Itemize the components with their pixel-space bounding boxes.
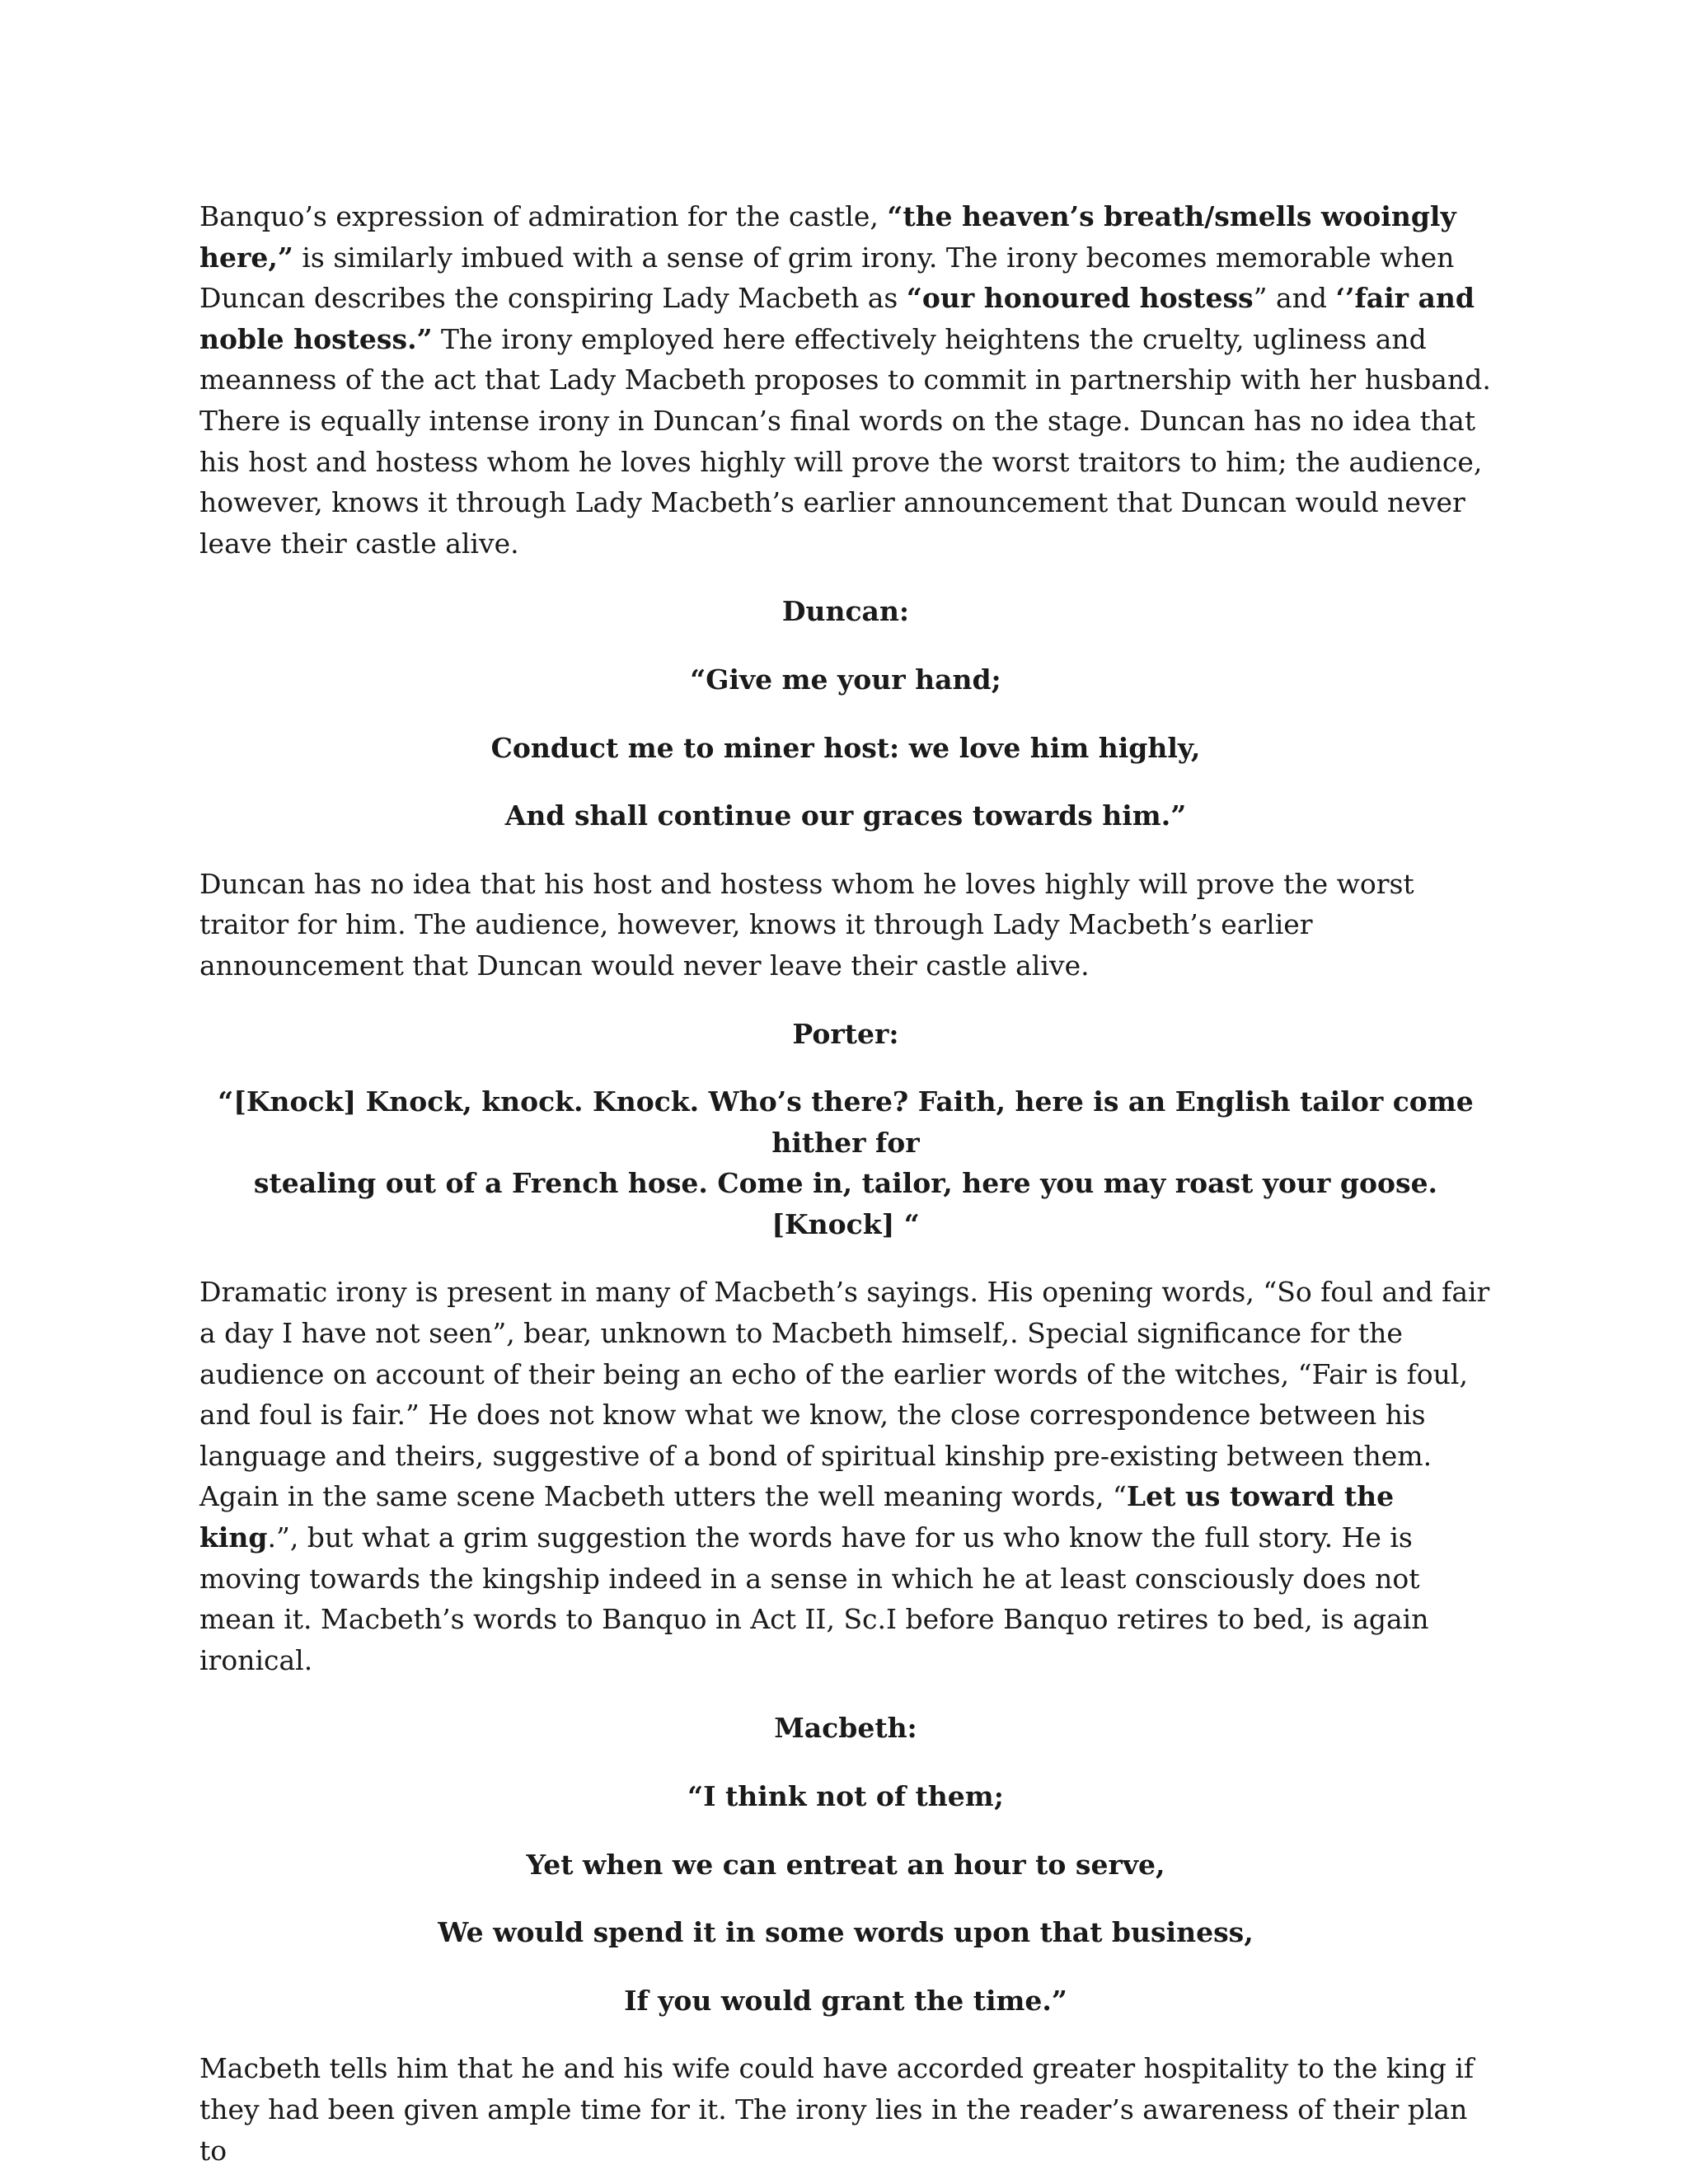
document-page	[199, 196, 1492, 2171]
bold-quote: ‘’fair and noble hostess.”	[199, 282, 1475, 355]
paragraph-text: Dramatic irony is present in many of Macbeth’s sayings. His opening words, “So foul and fair a day I have not seen”, bear, unknown to Macbeth himself,. Special significance for the audience on account of their being an echo of the earlier words of the witches, “Fair is foul, and foul is fair.” He does not know what we know, the close correspondence between his language and theirs, suggestive of a bond of spiritual kinship pre-existing between them. Again in the same scene Macbeth utters the well meaning words, “	[199, 1276, 1490, 1513]
quote-line: And shall continue our graces towards him.”	[504, 799, 1187, 832]
bold-quote: Let us toward the king	[199, 1480, 1395, 1554]
bold-quote: “the heaven’s breath/smells wooingly here,”	[199, 200, 1456, 274]
speaker-porter: Porter:	[792, 1017, 899, 1050]
quote-line: “Give me your hand;	[690, 663, 1001, 696]
quote-line: “I think not of them;	[687, 1780, 1004, 1812]
paragraph-text: .”, but what a grim suggestion the words have for us who know the full story. He is moving towards the kingship indeed in a sense in which he at least consciously does not mean it. Macbeth’s words to Banquo in Act II, Sc.I before Banquo retires to bed, is again ironical.	[199, 1521, 1429, 1676]
speaker-duncan: Duncan:	[781, 595, 910, 628]
quote-line: stealing out of a French hose. Come in, tailor, here you may roast your goose. [Knock] “	[253, 1167, 1438, 1240]
paragraph-duncan-no-idea: Duncan has no idea that his host and hostess whom he loves highly will prove the worst traitor for him. The audience, however, knows it through Lady Macbeth’s earlier announcement that Duncan would never leave their castle alive.	[199, 867, 1414, 982]
paragraph-text: The irony employed here effectively heightens the cruelty, ugliness and meanness of the act that Lady Macbeth proposes to commit in partnership with her husband. There is equally intense irony in Duncan’s final words on the stage. Duncan has no idea that his host and hostess whom he loves highly will prove the worst traitors to him; the audience, however, knows it through Lady Macbeth’s earlier announcement that Duncan would never leave their castle alive.	[199, 322, 1491, 560]
paragraph-dramatic-irony	[199, 1272, 1492, 1680]
quote-line: We would spend it in some words upon that business,	[438, 1916, 1254, 1949]
quote-line: “[Knock] Knock, knock. Knock. Who’s there? Faith, here is an English tailor come hither for	[218, 1085, 1474, 1159]
paragraph-banquo-admiration	[199, 196, 1492, 564]
quote-line: Conduct me to miner host: we love him highly,	[490, 731, 1201, 764]
porter-quote	[199, 1081, 1492, 1244]
paragraph-hospitality: Macbeth tells him that he and his wife could have accorded greater hospitality to the king if they had been given ample time for it. The irony lies in the reader’s awareness of their plan to	[199, 2052, 1475, 2167]
paragraph-text: Banquo’s expression of admiration for the castle,	[199, 200, 888, 232]
quote-line: If you would grant the time.”	[624, 1984, 1067, 2017]
paragraph-text: is similarly imbued with a sense of grim irony. The irony becomes memorable when Duncan describes the conspiring Lady Macbeth as	[199, 241, 1455, 315]
paragraph-text: ” and	[1253, 282, 1336, 315]
quote-line: Yet when we can entreat an hour to serve,	[526, 1848, 1165, 1881]
speaker-macbeth: Macbeth:	[774, 1712, 917, 1745]
bold-quote: “our honoured hostess	[906, 282, 1254, 315]
